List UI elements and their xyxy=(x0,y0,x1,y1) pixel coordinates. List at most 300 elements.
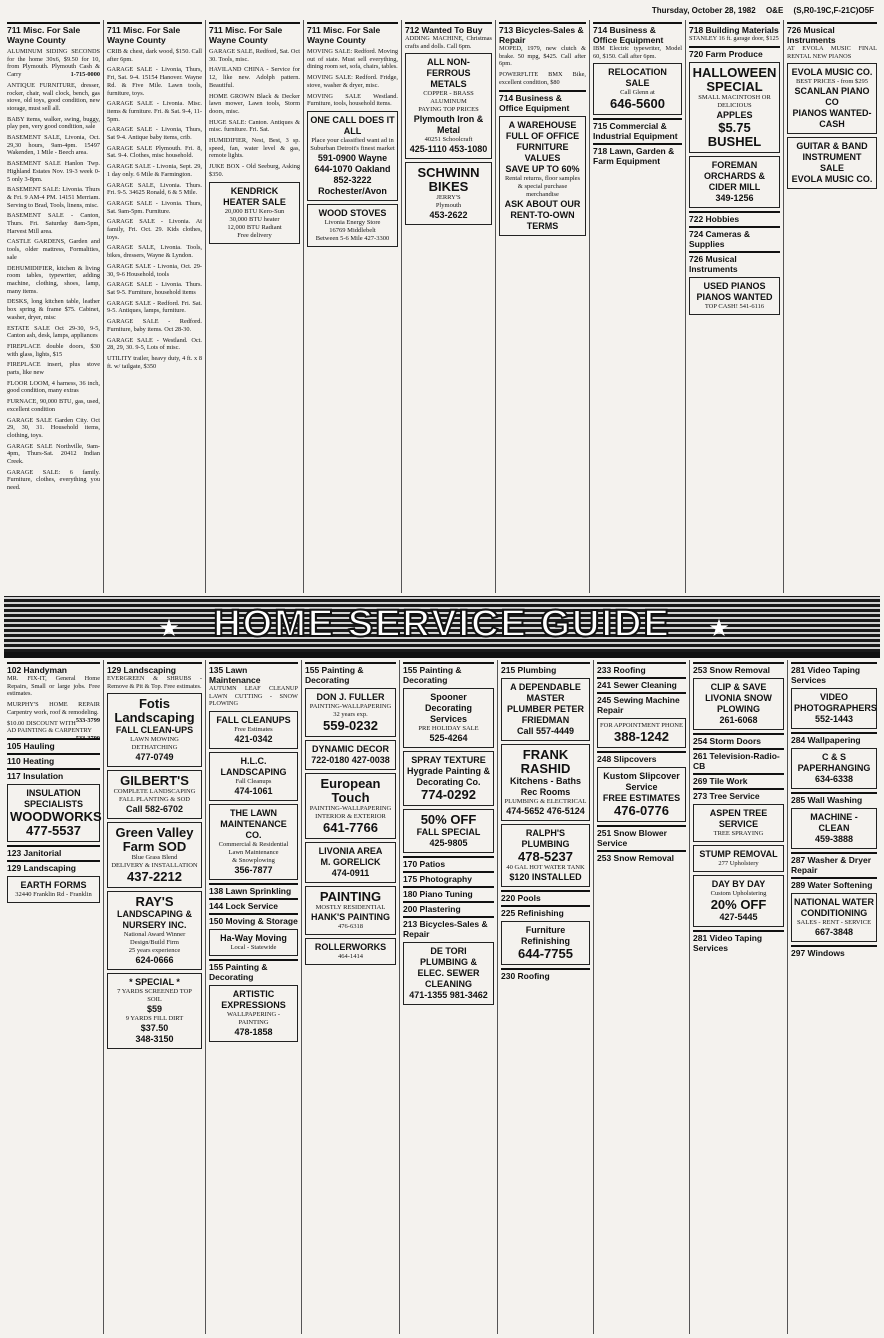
display-ad-line: APPLES xyxy=(716,109,753,120)
classified-ad: BASEMENT SALE - Canton, Thurs. Fri. Saturday 8am-5pm, Harvest Mill area. xyxy=(7,212,100,235)
section-heading: 248 Slipcovers xyxy=(597,751,686,764)
display-ad-line: 552-1443 xyxy=(814,714,854,724)
classified-ad: GARAGE SALE - Livonia. Thurs, Sat. 9am-5pm. Furniture. xyxy=(107,199,202,215)
section-heading: 281 Video Taping Services xyxy=(693,930,784,953)
display-ad-line: 471-1355 981-3462 xyxy=(409,990,488,1000)
display-ad xyxy=(209,752,298,801)
section-heading: 269 Tile Work xyxy=(693,773,784,786)
display-ad-line: 722-0180 427-0038 xyxy=(311,755,390,765)
display-ad-title: SCHWINN BIKES xyxy=(417,165,480,195)
display-ad-title: DAY BY DAY xyxy=(711,879,766,889)
header-paper: O&E xyxy=(765,6,784,15)
display-ad-title: C & S PAPERHANGING xyxy=(797,752,871,773)
section-subheading: Wayne County xyxy=(107,35,166,45)
section-heading: 135 Lawn Maintenance xyxy=(209,662,298,685)
display-ad-line: 20% OFF xyxy=(710,897,767,912)
display-ad-line: $5.75 BUSHEL xyxy=(707,119,762,149)
classified-ad: FURNACE, 90,000 BTU, gas, used, excellent condition xyxy=(7,398,100,413)
classified-ad: MURPHY'S HOME REPAIR Carpentry work, roof & remodeling. 533-3799 xyxy=(7,701,100,724)
display-ad-title: RAY'S xyxy=(135,894,174,910)
classified-ad: BASEMENT SALE: Livonia. Thurs & Fri. 9 AM-4 PM. 14151 Merriam. Serving to Brad, Tools, linens, misc. xyxy=(7,186,100,209)
classified-ad: BABY items, walker, swing, buggy, play pen, very good condition, sale xyxy=(7,115,100,131)
classified-ad: HUGE SALE: Canton. Antiques & misc. furniture. Fri. Sat. xyxy=(209,118,300,134)
classified-ad: BASEMENT SALE, Livonia, Oct. 29,30 hours, 9am-4pm. 15497 Wakenden, 1 Mile - Beech area. xyxy=(7,134,100,157)
display-ad-title: Furniture Refinishing xyxy=(521,925,570,946)
display-ad-title: * SPECIAL * xyxy=(129,977,180,988)
classified-ad: UTILITY trailer, heavy duty, 4 ft. x 8 ft. w/ tailgate, $350 xyxy=(107,354,202,370)
display-ad-title: WOOD STOVES xyxy=(318,207,387,218)
section-heading: 720 Farm Produce xyxy=(689,46,780,59)
display-ad-line: 591-0900 Wayne xyxy=(317,152,388,163)
display-ad-line: 634-6338 xyxy=(814,774,854,784)
display-ad-line: 525-4264 xyxy=(429,733,468,743)
display-ad-title: HALLOWEEN SPECIAL xyxy=(692,64,777,94)
display-ad xyxy=(693,875,784,927)
display-ad-title: FOR APPOINTMENT PHONE xyxy=(600,722,683,729)
display-ad-line: LIVONIA SNOW PLOWING xyxy=(705,693,772,714)
display-ad xyxy=(689,156,780,208)
display-ad-line: PRE HOLIDAY SALE xyxy=(418,725,479,732)
display-ad-line: 453-2622 xyxy=(429,210,468,221)
section-heading: 718 Lawn, Garden & Farm Equipment xyxy=(593,143,682,166)
section-heading: 726 Musical Instruments xyxy=(787,22,877,45)
display-ad xyxy=(791,893,877,942)
display-ad-line: M. GORELICK xyxy=(320,857,381,867)
classified-ad: GARAGE SALE, Livonia. Thurs. Fri. 9-5. 34625 Ronald, 6 & 5 Mile. xyxy=(107,181,202,197)
display-ad-line: Call 557-4449 xyxy=(516,726,575,736)
display-ad xyxy=(305,773,396,839)
display-ad-line: LAWN MOWING xyxy=(130,736,179,744)
display-ad-line: Rec Rooms xyxy=(520,787,571,797)
display-ad-line: 624-0666 xyxy=(135,955,174,966)
display-ad-title: A WAREHOUSE FULL OF OFFICE FURNITURE VALUES xyxy=(505,119,580,163)
classified-column xyxy=(4,20,104,593)
display-ad-line: $120 INSTALLED xyxy=(509,872,582,882)
classified-ad: DEHUMIDIFIER, kitchen & living room tables, typewriter, adding machine, clothing, shoes, lamp, many items. xyxy=(7,264,100,295)
display-ad-line: COMPLETE LANDSCAPING xyxy=(113,788,196,796)
classified-ad: CRIB & chest, dark wood, $150. Call after 6pm. xyxy=(107,48,202,63)
section-heading: 261 Television-Radio-CB xyxy=(693,748,784,771)
display-ad xyxy=(693,804,784,842)
banner-title: HOME SERVICE GUIDE xyxy=(213,603,671,645)
display-ad xyxy=(791,748,877,789)
section-heading: 712 Wanted To Buy xyxy=(405,22,492,35)
classified-ad: GARAGE SALE - Livonia, Oct. 29-30, 9-6 Household, tools xyxy=(107,262,202,278)
display-ad-title: FALL CLEANUPS xyxy=(216,715,291,726)
display-ad-line: TREE SPRAYING xyxy=(713,830,764,837)
display-ad-line: PLUMBING & ELECTRICAL xyxy=(504,798,587,805)
classified-ad: EVERGREEN & SHRUBS - Remove & Pit & Top. Free estimates. xyxy=(107,675,202,690)
display-ad-line: 32440 Franklin Rd - Franklin xyxy=(15,890,92,898)
display-ad xyxy=(597,718,686,748)
display-ad xyxy=(501,678,590,741)
section-heading: 713 Bicycles-Sales & Repair xyxy=(499,22,586,45)
page-header xyxy=(4,4,880,18)
display-ad-line: Call Glenn at xyxy=(620,89,655,97)
display-ad-line: 644-1070 Oakland xyxy=(314,163,391,174)
display-ad-line: Between 5-6 Mile 427-3300 xyxy=(315,234,390,242)
classified-column xyxy=(206,20,304,593)
classified-ad: GARAGE SALE Plymouth. Fri. 8, Sat. 9-4. Clothes, misc household. xyxy=(107,144,202,160)
section-heading: 711 Misc. For Sale xyxy=(7,22,100,35)
display-ad-title: MACHINE - CLEAN xyxy=(810,812,858,833)
display-ad xyxy=(107,693,202,767)
display-ad-line: 425-9805 xyxy=(429,838,468,848)
display-ad-title: THE LAWN MAINTENANCE CO. xyxy=(220,808,287,841)
display-ad-line: 641-7766 xyxy=(323,820,378,835)
display-ad-title: LIVONIA AREA xyxy=(318,846,383,856)
display-ad-title: A DEPENDABLE MASTER PLUMBER PETER FRIEDMAN xyxy=(506,682,584,725)
classified-ad: MOVING SALE: Redford. Moving out of state. Must sell everything, dining room set, sofa, chairs, tables. xyxy=(307,48,398,71)
display-ad xyxy=(305,938,396,965)
display-ad-title: GUITAR & BAND INSTRUMENT SALE xyxy=(796,141,868,174)
section-heading: 180 Piano Tuning xyxy=(403,886,494,899)
section-heading: 722 Hobbies xyxy=(689,211,780,224)
section-heading: 711 Misc. For Sale xyxy=(307,22,398,35)
classified-ad: GARAGE SALE - Livonia. At family, Fri. Oct. 29. Kids clothes, toys. xyxy=(107,218,202,241)
classified-ad: GARAGE SALE, Livonia. Tools, bikes, dressers, Wayne & Lyndon. xyxy=(107,244,202,260)
display-ad xyxy=(593,63,682,115)
display-ad xyxy=(403,942,494,1005)
display-ad-line: 476-6318 xyxy=(338,923,363,930)
section-heading: 711 Misc. For Sale xyxy=(209,22,300,35)
display-ad-title: GILBERT'S xyxy=(120,773,189,789)
display-ad-title: ROLLERWORKS xyxy=(314,942,387,952)
display-ad-title: RALPH'S PLUMBING xyxy=(521,828,570,849)
display-ad xyxy=(107,891,202,970)
section-heading: 297 Windows xyxy=(791,945,877,958)
classified-ad: GARAGE SALE - Westland. Oct. 28, 29, 30. 9-5, Lots of misc. xyxy=(107,336,202,352)
display-ad-line: FREE ESTIMATES xyxy=(602,793,681,803)
display-ad-line: 478-5237 xyxy=(518,849,573,864)
display-ad-line: PIANOS WANTED xyxy=(696,291,773,302)
service-column xyxy=(206,660,302,1334)
classified-ad: GARAGE SALE - Livonia. Thurs. Sat 9-5. Furniture, household items xyxy=(107,281,202,296)
classified-ad: GARAGE SALE - Livonia, Thurs, Sat 9-4. Antique baby items, crib. xyxy=(107,126,202,142)
section-subheading: Wayne County xyxy=(307,35,366,45)
section-heading: 138 Lawn Sprinkling xyxy=(209,883,298,896)
section-heading: 155 Painting & Decorating xyxy=(305,662,396,685)
display-ad-line: 644-7755 xyxy=(518,946,573,961)
section-heading: 245 Sewing Machine Repair xyxy=(597,692,686,715)
display-ad-title: DON J. FULLER xyxy=(316,692,385,702)
display-ad-line: INTERIOR & EXTERIOR xyxy=(315,813,386,820)
section-heading: 253 Snow Removal xyxy=(597,850,686,863)
classified-ad: FIREPLACE insert, plus stove parts, like new xyxy=(7,361,100,377)
display-ad-line: 348-3150 xyxy=(135,1034,174,1045)
display-ad-line: SMALL MACINTOSH OR DELICIOUS xyxy=(698,93,771,109)
classified-ad: FLOOR LOOM, 4 harness, 36 inch, good condition, many extras xyxy=(7,379,100,395)
display-ad-line: 852-3222 Rochester/Avon xyxy=(318,174,387,196)
classified-ad: GARAGE SALE Garden City. Oct 29, 30, 31. Household items, clothing, toys. xyxy=(7,416,100,439)
display-ad xyxy=(307,111,398,201)
display-ad-line: COPPER - BRASS xyxy=(423,90,474,98)
display-ad-title: FOREMAN ORCHARDS & CIDER MILL xyxy=(703,159,765,192)
display-ad-line: Blue Grass Blend xyxy=(131,854,178,862)
display-ad xyxy=(209,711,298,749)
display-ad-line: ASK ABOUT OUR RENT-TO-OWN TERMS xyxy=(504,198,581,231)
display-ad-line: 477-5537 xyxy=(26,822,81,838)
display-ad-title: 50% OFF xyxy=(420,812,477,827)
classified-ad: DESKS, long kitchen table, leather box spring & frame $75. Cabinet, washer, dryer, misc xyxy=(7,298,100,321)
classified-ad: GARAGE SALE - Redford. Furniture, baby items. Oct 28-30. xyxy=(107,318,202,333)
section-heading: 175 Photography xyxy=(403,871,494,884)
display-ad-title: RELOCATION SALE xyxy=(608,67,667,89)
display-ad-line: 474-5652 476-5124 xyxy=(506,806,585,816)
home-service-directory xyxy=(4,660,880,1334)
display-ad xyxy=(501,824,590,887)
display-ad-title: CLIP & SAVE xyxy=(710,682,767,692)
section-heading: 215 Plumbing xyxy=(501,662,590,675)
top-classifieds xyxy=(4,20,880,593)
classified-ad: MOVING SALE: Redford. Fridge, stove, washer & dryer, misc. xyxy=(307,74,398,89)
newspaper-page xyxy=(4,4,880,1334)
display-ad xyxy=(107,822,202,888)
display-ad xyxy=(791,808,877,849)
display-ad-title: Green Valley Farm SOD xyxy=(115,825,194,855)
classified-ad: CASTLE GARDENS, Garden and tools, older mattress, Formalities, sale xyxy=(7,238,100,261)
display-ad xyxy=(791,688,877,729)
display-ad xyxy=(107,973,202,1049)
display-ad-line: Local - Statewide xyxy=(230,944,277,952)
display-ad xyxy=(693,845,784,872)
classified-ad: ESTATE SALE Oct 29-30, 9-5, Canton ash, desk, lamps, appliances xyxy=(7,324,100,340)
display-ad-line: $59 xyxy=(146,1004,163,1015)
display-ad-line: FALL CLEAN-UPS xyxy=(115,725,194,736)
display-ad-title: ALL NON-FERROUS METALS xyxy=(426,57,471,90)
classified-column xyxy=(686,20,784,593)
section-heading: 253 Snow Removal xyxy=(693,662,784,675)
display-ad-line: ALUMINUM xyxy=(430,98,467,106)
display-ad-line: 32 years exp. xyxy=(333,711,368,718)
classified-ad: GARAGE SALE - Livonia, Sept. 29, 1 day only. 6 Mile & Farmington. xyxy=(107,163,202,178)
display-ad xyxy=(403,809,494,853)
display-ad xyxy=(305,688,396,737)
classified-column xyxy=(104,20,206,593)
classified-ad: IBM Electric typewriter, Model 60, $150. Call after 6pm. xyxy=(593,45,682,60)
classified-column xyxy=(496,20,590,593)
display-ad-line: HANK'S PAINTING xyxy=(311,912,390,922)
display-ad-line: $37.50 xyxy=(140,1023,169,1034)
section-heading: 718 Building Materials xyxy=(689,22,780,35)
display-ad xyxy=(305,886,396,935)
classified-ad: HUMIDIFIER, Nest, Best, 3 sp. speed, fan, water level & gas, remote lights. xyxy=(209,137,300,160)
classified-ad: STANLEY 16 ft. garage door, $125 xyxy=(689,35,779,42)
display-ad-title: VIDEO PHOTOGRAPHERS xyxy=(794,692,877,713)
display-ad-line: Commercial & Residential xyxy=(218,841,289,849)
display-ad xyxy=(499,116,586,236)
classified-column xyxy=(784,20,880,593)
display-ad-line: Design/Build Firm xyxy=(130,939,179,947)
section-heading: 129 Landscaping xyxy=(107,662,202,675)
classified-ad: ALUMINUM SIDING SECONDS for the home 30x6, $9.50 for 10, from Plymouth. Plymouth Cash & Carry 1-715-0000 xyxy=(7,48,100,79)
display-ad xyxy=(403,688,494,748)
display-ad-line: 774-0292 xyxy=(421,787,476,802)
display-ad-line: 478-1858 xyxy=(234,1027,273,1038)
display-ad-line: Fall Cleanups xyxy=(235,778,272,786)
display-ad xyxy=(403,751,494,806)
section-heading: 251 Snow Blower Service xyxy=(597,825,686,848)
display-ad xyxy=(405,162,492,225)
display-ad-line: 388-1242 xyxy=(614,729,669,744)
display-ad-title: DYNAMIC DECOR xyxy=(311,744,389,754)
display-ad xyxy=(787,63,877,134)
display-ad-line: 437-2212 xyxy=(127,869,182,885)
display-ad-line: PAINTING-WALLPAPERING xyxy=(309,703,392,710)
display-ad xyxy=(501,744,590,821)
section-heading: 711 Misc. For Sale xyxy=(107,22,202,35)
classified-ad: POWERFLITE BMX Bike, excellent condition, $80 xyxy=(499,71,586,86)
section-heading: 241 Sewer Cleaning xyxy=(597,677,686,690)
section-heading: 105 Hauling xyxy=(7,738,100,751)
display-ad-line: SCANLAN PIANO CO xyxy=(794,86,870,108)
section-heading: 233 Roofing xyxy=(597,662,686,675)
display-ad-line: JERRY'S xyxy=(436,194,461,202)
service-column xyxy=(788,660,880,1334)
classified-ad: MOPED, 1979, new clutch & brake. 50 mpg, $425. Call after 6pm. xyxy=(499,45,586,68)
classified-ad: AUTUMN LEAF CLEANUP LAWN CUTTING - SNOW PLOWING xyxy=(209,685,298,708)
display-ad-title: Kustom Slipcover Service xyxy=(603,771,680,792)
classified-ad: GARAGE SALE - Livonia, Thurs, Fri, Sat. 9-4. 15154 Hanover. Wayne Rd. & Five Mile. Lawn tools, furniture, toys. xyxy=(107,66,202,97)
classified-ad: GARAGE SALE - Livonia. Misc. items & furniture. Fri. & Sat. 9-4, 11-5pm. xyxy=(107,100,202,123)
display-ad-line: 261-6068 xyxy=(719,715,758,725)
display-ad xyxy=(209,929,298,956)
display-ad xyxy=(7,876,100,903)
display-ad-line: Call 582-6702 xyxy=(125,804,184,815)
display-ad-line: SAVE UP TO 60% xyxy=(505,163,580,174)
display-ad-line: Plymouth Iron & Metal xyxy=(413,114,484,136)
display-ad-title: ASPEN TREE SERVICE xyxy=(709,808,768,829)
classified-ad: GARAGE SALE Northville, 9am-4pm, Thurs-Sat. 20412 Indian Creek. xyxy=(7,442,100,466)
display-ad xyxy=(787,137,877,189)
display-ad-line: Free delivery xyxy=(237,231,272,239)
display-ad-line: 477-0749 xyxy=(135,752,174,763)
display-ad-line: WOODWORKS xyxy=(10,808,102,824)
display-ad xyxy=(693,678,784,730)
display-ad-line: 9 YARDS FILL DIRT xyxy=(125,1015,184,1023)
section-heading: 123 Janitorial xyxy=(7,845,100,858)
display-ad-line: LANDSCAPING & NURSERY INC. xyxy=(116,909,192,931)
section-heading: 287 Washer & Dryer Repair xyxy=(791,852,877,875)
display-ad-line: 12,000 BTU Radiant xyxy=(227,223,282,231)
classified-ad: GARAGE SALE: 6 family. Furniture, clothes, everything you need. xyxy=(7,468,100,492)
section-heading: 155 Painting & Decorating xyxy=(209,959,298,982)
display-ad-title: ONE CALL DOES IT ALL xyxy=(310,114,395,136)
classified-ad: ANTIQUE FURNITURE, dresser, rocker, chair, wall clock, bench, gas stove, old toys, good condition, new storage, must sell all. xyxy=(7,81,100,112)
display-ad-line: PIANOS WANTED-CASH xyxy=(792,108,872,130)
display-ad-line: BEST PRICES - from $295 xyxy=(795,78,869,86)
section-heading: 110 Heating xyxy=(7,753,100,766)
display-ad-title: Fotis Landscaping xyxy=(114,696,195,726)
display-ad-line: 349-1256 xyxy=(715,192,754,203)
display-ad xyxy=(7,784,100,842)
display-ad-line: 476-0776 xyxy=(614,803,669,818)
section-heading: 714 Business & Office Equipment xyxy=(593,22,682,45)
display-ad-line: DELIVERY & INSTALLATION xyxy=(111,862,198,870)
display-ad-line: 464-1414 xyxy=(338,953,363,960)
display-ad-line: 40251 Schoolcraft xyxy=(424,136,473,144)
display-ad-line: TOP CASH! 541-6116 xyxy=(704,302,765,310)
display-ad-line: Place your classified want ad in xyxy=(311,136,394,144)
section-heading: 117 Insulation xyxy=(7,768,100,781)
section-heading: 289 Water Softening xyxy=(791,877,877,890)
display-ad-line: Suburban Detroit's finest market xyxy=(310,144,395,152)
classified-ad: FIREPLACE double doors, $30 with glass, lights, $15 xyxy=(7,342,100,358)
display-ad-line: 559-0232 xyxy=(323,718,378,733)
display-ad-title: EVOLA MUSIC CO. xyxy=(791,67,873,78)
display-ad-line: 425-1110 453-1080 xyxy=(409,144,488,155)
display-ad-line: & special purchase xyxy=(517,182,568,190)
display-ad-line: 667-3848 xyxy=(814,927,854,937)
display-ad-title: ARTISTIC EXPRESSIONS xyxy=(221,989,286,1011)
section-heading: 230 Roofing xyxy=(501,968,590,981)
display-ad xyxy=(209,804,298,880)
section-subheading: Wayne County xyxy=(209,35,268,45)
classified-ad: GARAGE SALE, Redford, Sat. Oct 30. Tools, misc. xyxy=(209,48,300,63)
display-ad-title: FRANK RASHID xyxy=(520,747,571,776)
display-ad-line: DETHATCHING xyxy=(131,744,178,752)
home-service-guide-banner xyxy=(4,596,880,652)
section-heading: 724 Cameras & Supplies xyxy=(689,226,780,249)
section-subheading: Wayne County xyxy=(7,35,66,45)
service-column xyxy=(302,660,400,1334)
display-ad-line: PAINTING-WALLPAPERING xyxy=(309,805,392,812)
display-ad-title: KENDRICK HEATER SALE xyxy=(223,185,286,207)
display-ad xyxy=(689,277,780,315)
display-ad-title: STUMP REMOVAL xyxy=(699,849,778,859)
section-heading: 254 Storm Doors xyxy=(693,733,784,746)
display-ad-title: European Touch xyxy=(320,776,381,805)
display-ad-title: H.L.C. LANDSCAPING xyxy=(220,756,287,778)
classified-ad: GARAGE SALE - Redford. Fri. Sat. 9-5. Antiques, lamps, furniture. xyxy=(107,299,202,315)
display-ad xyxy=(307,204,398,247)
classified-ad: ADDING MACHINE, Christmas crafts and dolls. Call 6pm. xyxy=(405,35,492,50)
display-ad-line: 474-1061 xyxy=(234,786,273,797)
service-column xyxy=(594,660,690,1334)
classified-column xyxy=(402,20,496,593)
display-ad-line: 459-3888 xyxy=(814,834,854,844)
section-heading: 129 Landscaping xyxy=(7,860,100,873)
display-ad-line: EVOLA MUSIC CO. xyxy=(791,174,873,185)
display-ad-title: USED PIANOS xyxy=(703,280,766,291)
display-ad-title: Spooner Decorating Services xyxy=(424,692,472,724)
display-ad xyxy=(305,740,396,770)
display-ad-line: 20,000 BTU Kero-Sun xyxy=(224,207,285,215)
display-ad-line: 30,000 BTU heater xyxy=(229,215,280,223)
display-ad xyxy=(405,53,492,159)
display-ad-line: 474-0911 xyxy=(331,868,370,878)
display-ad-line: 25 years experience xyxy=(128,947,181,955)
display-ad-line: 646-5600 xyxy=(610,96,665,112)
classified-ad: MOVING SALE Westland. Furniture, tools, household items. xyxy=(307,92,398,108)
display-ad-title: EARTH FORMS xyxy=(20,879,87,890)
display-ad xyxy=(689,62,780,153)
classified-ad: HOME GROWN Black & Decker lawn mower, Lawn tools, Storm doors, misc. xyxy=(209,92,300,115)
display-ad-line: SALES - RENT - SERVICE xyxy=(796,919,872,926)
display-ad xyxy=(209,182,300,244)
display-ad-line: Lawn Maintenance xyxy=(228,849,279,857)
classified-ad: HAVILAND CHINA - Service for 12, like new. Adolph pattern. Beautiful. xyxy=(209,66,300,89)
display-ad xyxy=(597,767,686,822)
section-heading: 225 Refinishing xyxy=(501,905,590,918)
section-heading: 714 Business & Office Equipment xyxy=(499,90,586,113)
display-ad xyxy=(501,921,590,965)
display-ad-line: Plymouth xyxy=(435,202,462,210)
section-heading: 281 Video Taping Services xyxy=(791,662,877,685)
display-ad-title: DE TORI PLUMBING & ELEC. SEWER CLEANING xyxy=(417,946,480,989)
display-ad-line: Free Estimates xyxy=(234,726,273,734)
section-heading: 273 Tree Service xyxy=(693,788,784,801)
